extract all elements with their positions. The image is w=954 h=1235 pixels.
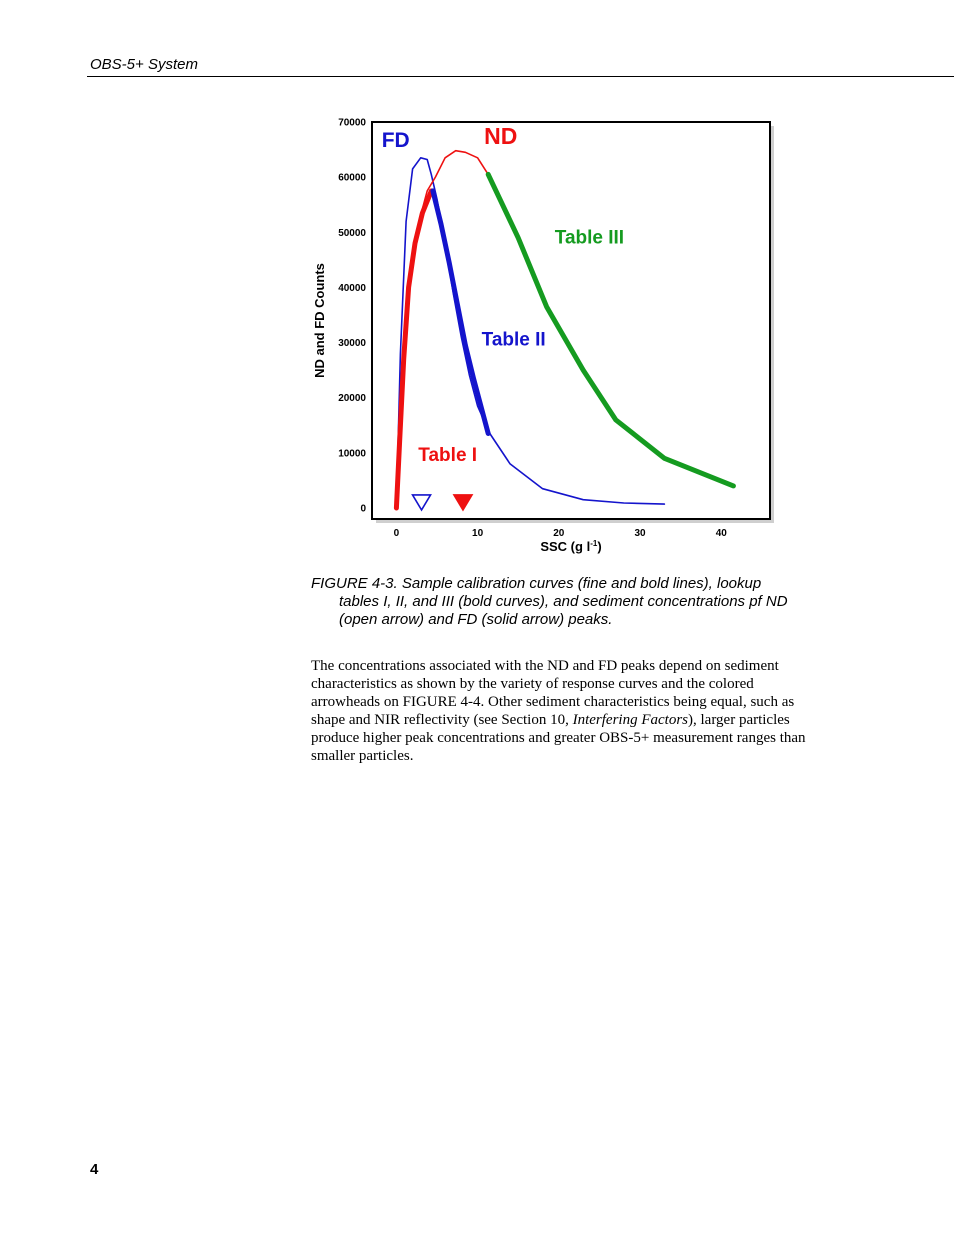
y-tick-label: 30000 (338, 338, 366, 350)
caption-line: tables I, II, and III (bold curves), and sediment concentrations pf ND (339, 593, 788, 610)
curve-label: ND (484, 123, 518, 150)
x-tick-label: 40 (715, 528, 727, 539)
y-tick-label: 60000 (338, 172, 366, 184)
x-axis-label (540, 539, 601, 554)
y-tick-label: 0 (360, 503, 366, 515)
caption-line: (open arrow) and FD (solid arrow) peaks. (339, 611, 613, 628)
body-text-part: The concentrations associated with the ND and FD peaks depend on sediment characteristics as shown by the variety of response curves and the colored arrowheads on FIGURE 4-4. Other sediment characteristics being equal, such as shape and NIR reflectivity (see Section 10, (311, 658, 795, 728)
section-reference: Interfering Factors (572, 712, 688, 728)
curve-label: Table III (554, 227, 625, 249)
curve-label: FD (381, 128, 410, 152)
calibration-chart (300, 108, 790, 568)
y-tick-label: 50000 (338, 227, 366, 239)
x-axis-label-superscript: -1 (590, 539, 598, 548)
figure-caption (311, 575, 831, 629)
running-header: OBS-5+ System (90, 56, 198, 73)
curve-label: Table II (481, 329, 546, 351)
header-rule (87, 76, 954, 77)
body-paragraph (311, 657, 816, 765)
x-axis-label-end: ) (597, 539, 602, 554)
y-tick-label: 20000 (338, 393, 366, 405)
y-tick-label: 40000 (338, 282, 366, 294)
curve-label: Table I (418, 445, 478, 467)
y-axis-label: ND and FD Counts (312, 263, 327, 378)
x-tick-label: 10 (472, 528, 484, 539)
y-tick-label: 10000 (338, 448, 366, 460)
caption-line: FIGURE 4-3. Sample calibration curves (fine and bold lines), lookup (311, 575, 762, 592)
x-tick-label: 20 (553, 528, 565, 539)
body-text-part: ), larger particles produce higher peak concentrations and greater OBS-5+ measurement ranges than smaller particles. (311, 712, 806, 764)
x-tick-label: 30 (634, 528, 646, 539)
x-tick-label: 0 (393, 528, 400, 539)
page-number: 4 (90, 1161, 99, 1178)
y-tick-label: 70000 (338, 117, 366, 129)
x-axis-label-main: SSC (g l (540, 539, 591, 554)
